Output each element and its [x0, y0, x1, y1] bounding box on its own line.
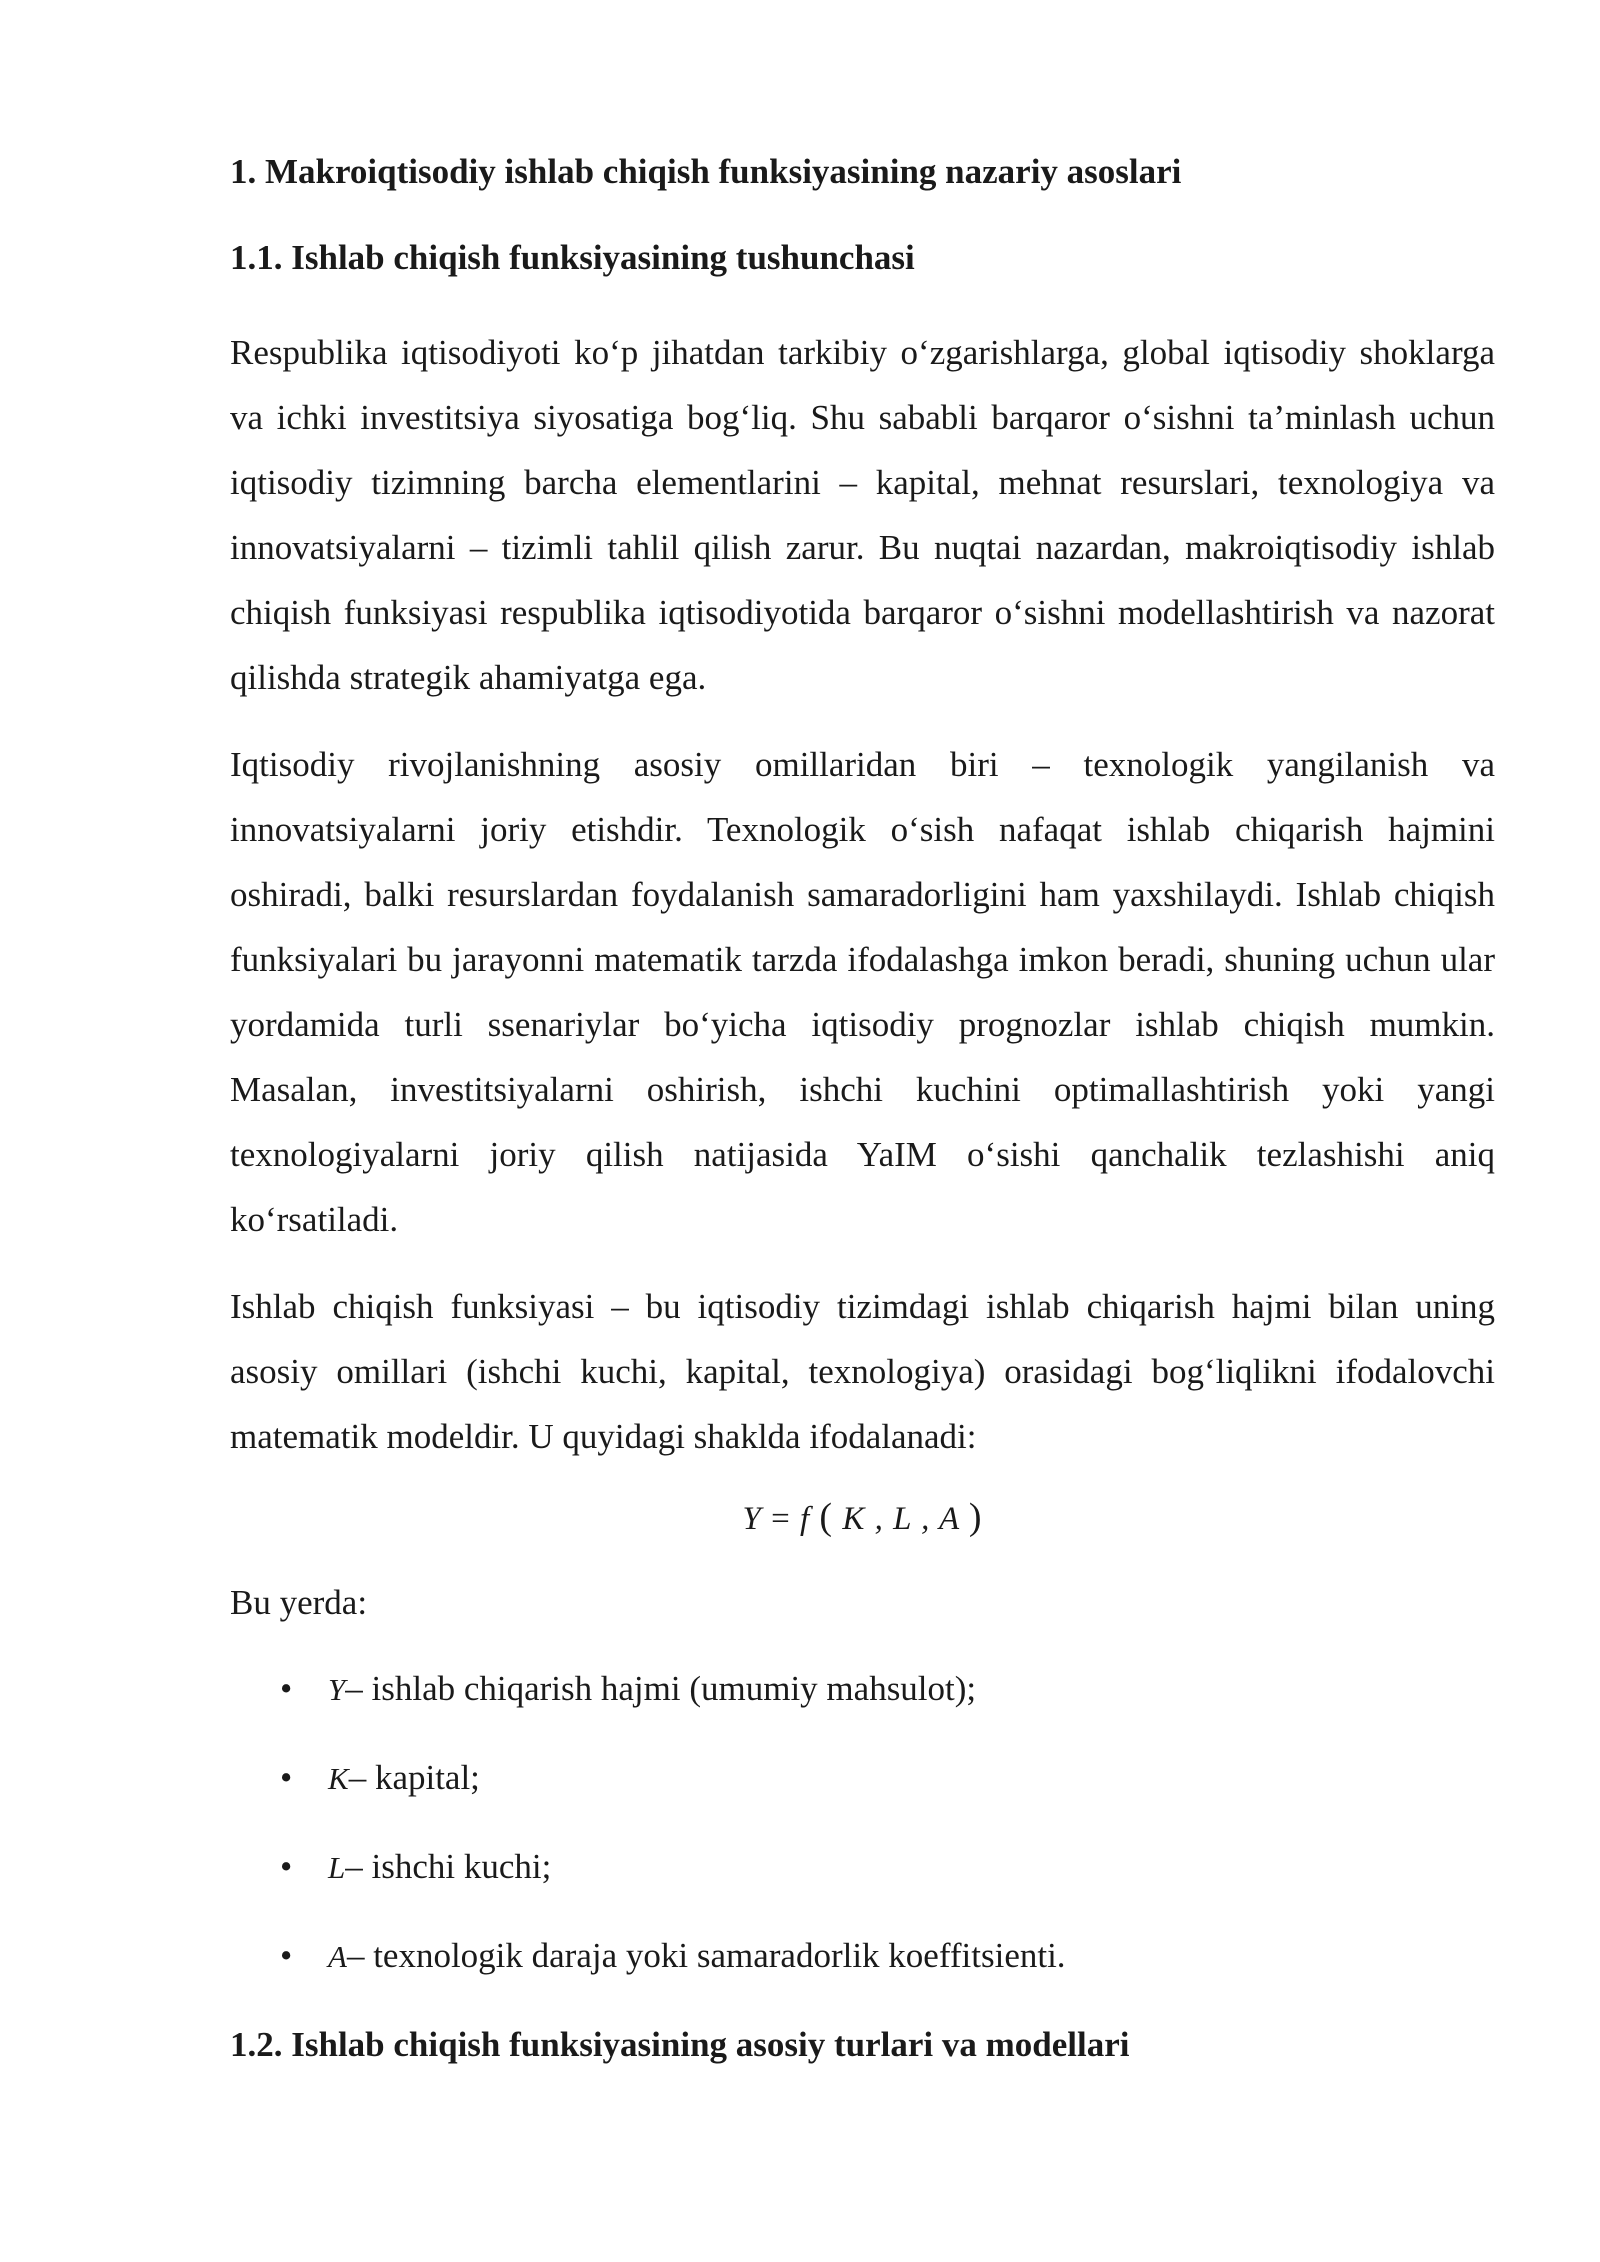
variable-description: – texnologik daraja yoki samaradorlik koeffitsienti. — [346, 1936, 1066, 1975]
subsection-heading-1-1: 1.1. Ishlab chiqish funksiyasining tushunchasi — [230, 238, 915, 277]
variable-symbol: K — [328, 1761, 349, 1796]
formula-open-paren: ( — [819, 1496, 834, 1538]
bullet-icon: • — [280, 1936, 293, 1975]
paragraph-1: Respublika iqtisodiyoti ko‘p jihatdan tarkibiy o‘zgarishlarga, global iqtisodiy shoklarga va ichki investitsiya siyosatiga bog‘liq. Shu sababli barqaror o‘sishni ta’minlash uchun iqtisodiy tizimning barcha elementlarini – kapital, mehnat resurslari, texnologiya va innovatsiyalarni – tizimli tahlil qilish zarur. Bu nuqtai nazardan, makroiqtisodiy ishlab chiqish funksiyasi respublika iqtisodiyotida barqaror o‘sishni modellashtirish va nazorat qilishda strategik ahamiyatga ega. — [230, 333, 1495, 697]
document-page — [230, 150, 1495, 2067]
variable-symbol: Y — [328, 1672, 346, 1707]
list-item — [230, 1756, 1495, 1801]
list-item — [230, 1667, 1495, 1712]
bullet-icon: • — [280, 1847, 293, 1886]
formula-lhs: Y — [742, 1501, 762, 1537]
definitions-lead: Bu yerda: — [230, 1583, 368, 1622]
list-item — [230, 1934, 1495, 1979]
list-item — [230, 1845, 1495, 1890]
bullet-icon: • — [280, 1669, 293, 1708]
variable-symbol: L — [328, 1850, 346, 1885]
production-function-formula — [230, 1495, 1495, 1541]
subsection-heading-1-2: 1.2. Ishlab chiqish funksiyasining asosiy turlari va modellari — [230, 2025, 1130, 2064]
variable-description: – kapital; — [348, 1758, 480, 1797]
variable-description: – ishchi kuchi; — [345, 1847, 552, 1886]
variable-symbol: A — [328, 1939, 347, 1974]
section-heading-1: 1. Makroiqtisodiy ishlab chiqish funksiyasining nazariy asoslari — [230, 152, 1182, 191]
paragraph-2: Iqtisodiy rivojlanishning asosiy omillaridan biri – texnologik yangilanish va innovatsiyalarni joriy etishdir. Texnologik o‘sish nafaqat ishlab chiqarish hajmini oshiradi, balki resurslardan foydalanish samaradorligini ham yaxshilaydi. Ishlab chiqish funksiyalari bu jarayonni matematik tarzda ifodalashga imkon beradi, shuning uchun ular yordamida turli ssenariylar bo‘yicha iqtisodiy prognozlar ishlab chiqish mumkin. Masalan, investitsiyalarni oshirish, ishchi kuchini optimallashtirish yoki yangi texnologiyalarni joriy qilish natijasida YaIM o‘sishi qanchalik tezlashishi aniq ko‘rsatiladi. — [230, 745, 1495, 1239]
bullet-icon: • — [280, 1758, 293, 1797]
formula-close-paren: ) — [968, 1496, 983, 1538]
formula-arguments: K , L , A — [842, 1501, 960, 1537]
variable-definitions-list — [230, 1667, 1495, 1979]
paragraph-3: Ishlab chiqish funksiyasi – bu iqtisodiy tizimdagi ishlab chiqarish hajmi bilan uning asosiy omillari (ishchi kuchi, kapital, texnologiya) orasidagi bog‘liqlikni ifodalovchi matematik modeldir. U quyidagi shaklda ifodalanadi: — [230, 1287, 1495, 1456]
formula-equals: = — [771, 1501, 791, 1537]
formula-function: f — [800, 1501, 811, 1537]
variable-description: – ishlab chiqarish hajmi (umumiy mahsulot); — [345, 1669, 977, 1708]
